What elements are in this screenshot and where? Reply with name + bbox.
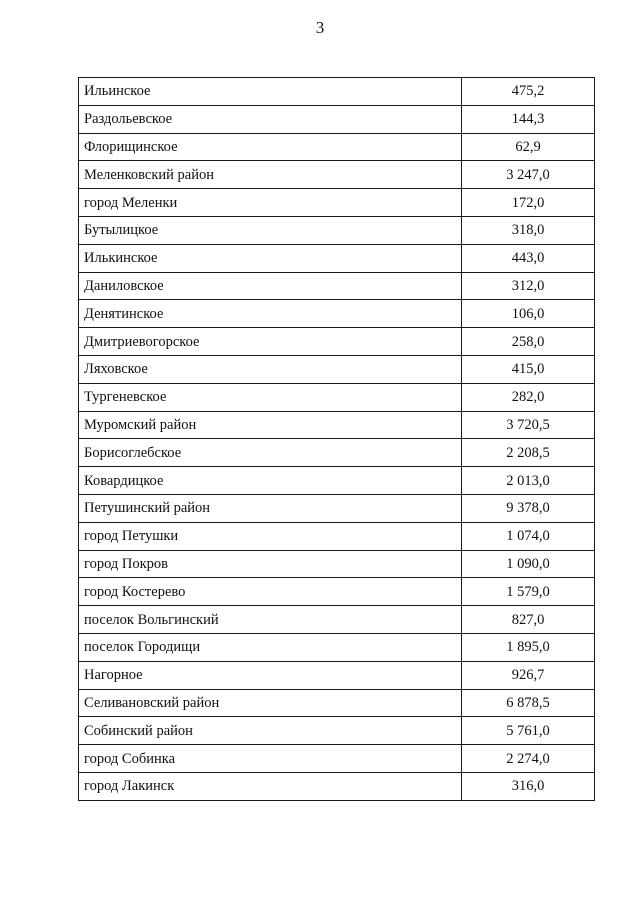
region-name-cell: Тургеневское (79, 383, 462, 411)
value-cell: 3 247,0 (462, 161, 595, 189)
table-row (79, 439, 595, 467)
value-cell: 172,0 (462, 189, 595, 217)
region-name-cell: Борисоглебское (79, 439, 462, 467)
table-row (79, 216, 595, 244)
table-row (79, 244, 595, 272)
value-cell: 443,0 (462, 244, 595, 272)
value-cell: 5 761,0 (462, 717, 595, 745)
value-cell: 62,9 (462, 133, 595, 161)
value-cell: 827,0 (462, 606, 595, 634)
region-name-cell: город Костерево (79, 578, 462, 606)
region-name-cell: Собинский район (79, 717, 462, 745)
page-number: 3 (315, 18, 325, 37)
table-row (79, 494, 595, 522)
table-row (79, 411, 595, 439)
table-row (79, 606, 595, 634)
table-row (79, 772, 595, 800)
table-row (79, 300, 595, 328)
region-name-cell: поселок Вольгинский (79, 606, 462, 634)
table-row (79, 133, 595, 161)
table-row (79, 272, 595, 300)
table-row (79, 189, 595, 217)
table-row (79, 661, 595, 689)
region-name-cell: Ильинское (79, 78, 462, 106)
table-row (79, 633, 595, 661)
data-table (78, 77, 595, 801)
table-row (79, 467, 595, 495)
region-name-cell: поселок Городищи (79, 633, 462, 661)
region-name-cell: Денятинское (79, 300, 462, 328)
region-name-cell: город Меленки (79, 189, 462, 217)
value-cell: 258,0 (462, 328, 595, 356)
table-body (79, 78, 595, 801)
table-row (79, 689, 595, 717)
table-row (79, 745, 595, 773)
value-cell: 312,0 (462, 272, 595, 300)
value-cell: 318,0 (462, 216, 595, 244)
region-name-cell: город Собинка (79, 745, 462, 773)
region-name-cell: Селивановский район (79, 689, 462, 717)
value-cell: 1 074,0 (462, 522, 595, 550)
value-cell: 2 013,0 (462, 467, 595, 495)
table-row (79, 355, 595, 383)
value-cell: 415,0 (462, 355, 595, 383)
table-row (79, 383, 595, 411)
region-name-cell: город Петушки (79, 522, 462, 550)
table-row (79, 717, 595, 745)
table-row (79, 105, 595, 133)
value-cell: 3 720,5 (462, 411, 595, 439)
value-cell: 926,7 (462, 661, 595, 689)
value-cell: 282,0 (462, 383, 595, 411)
region-name-cell: город Лакинск (79, 772, 462, 800)
table-row (79, 578, 595, 606)
region-name-cell: Петушинский район (79, 494, 462, 522)
table-row (79, 522, 595, 550)
region-name-cell: Меленковский район (79, 161, 462, 189)
value-cell: 1 579,0 (462, 578, 595, 606)
region-name-cell: город Покров (79, 550, 462, 578)
table-row (79, 161, 595, 189)
value-cell: 144,3 (462, 105, 595, 133)
value-cell: 9 378,0 (462, 494, 595, 522)
value-cell: 6 878,5 (462, 689, 595, 717)
table-row (79, 78, 595, 106)
table-row (79, 550, 595, 578)
region-name-cell: Муромский район (79, 411, 462, 439)
value-cell: 2 208,5 (462, 439, 595, 467)
region-name-cell: Ляховское (79, 355, 462, 383)
table-row (79, 328, 595, 356)
region-name-cell: Илькинское (79, 244, 462, 272)
region-name-cell: Нагорное (79, 661, 462, 689)
value-cell: 475,2 (462, 78, 595, 106)
region-name-cell: Дмитриевогорское (79, 328, 462, 356)
region-name-cell: Бутылицкое (79, 216, 462, 244)
value-cell: 2 274,0 (462, 745, 595, 773)
value-cell: 1 090,0 (462, 550, 595, 578)
region-name-cell: Флорищинское (79, 133, 462, 161)
value-cell: 106,0 (462, 300, 595, 328)
region-name-cell: Даниловское (79, 272, 462, 300)
region-name-cell: Раздольевское (79, 105, 462, 133)
region-name-cell: Ковардицкое (79, 467, 462, 495)
value-cell: 316,0 (462, 772, 595, 800)
value-cell: 1 895,0 (462, 633, 595, 661)
